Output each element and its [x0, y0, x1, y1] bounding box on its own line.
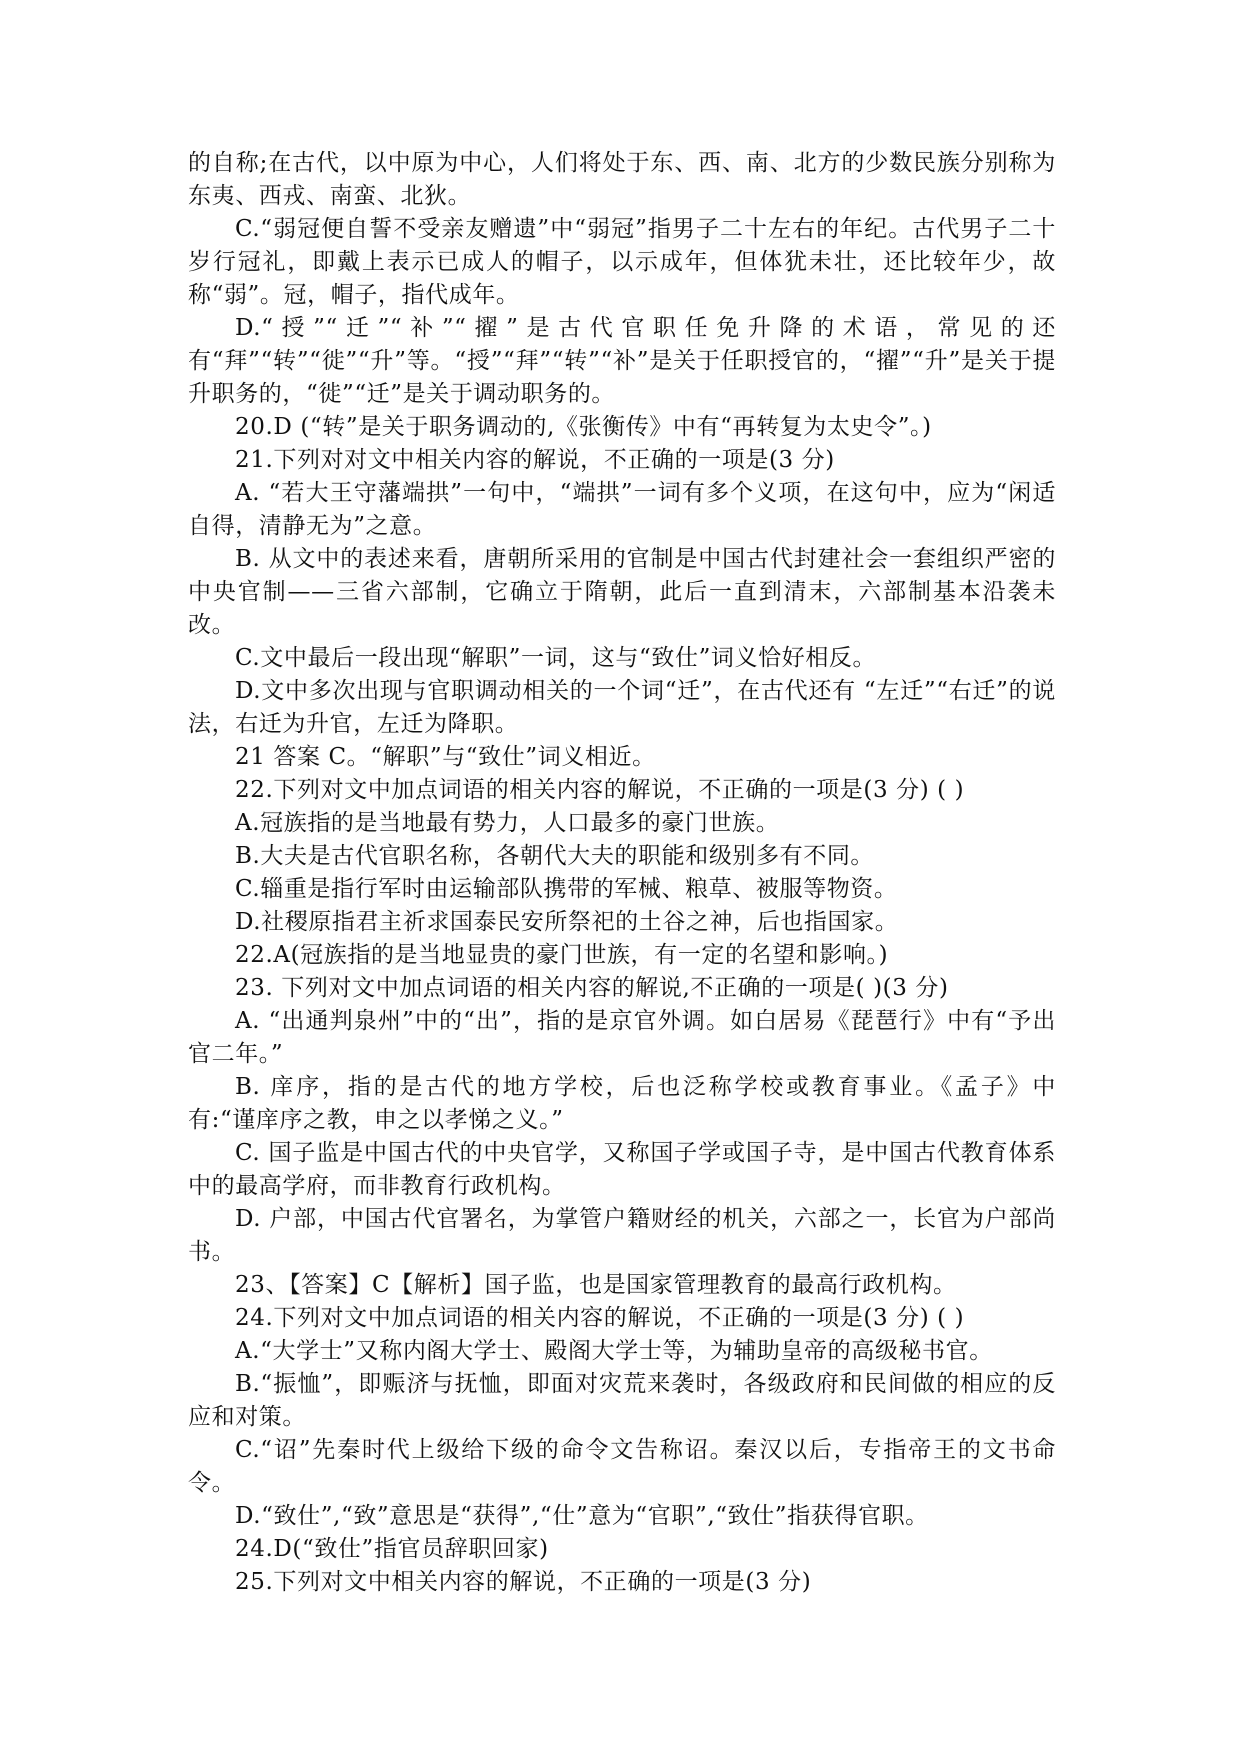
paragraph: C.文中最后一段出现“解职”一词，这与“致仕”词义恰好相反。	[235, 645, 877, 671]
paragraph: D. 户部，中国古代官署名，为掌管户籍财经的机关，六部之一，长官为户部尚书。	[188, 1206, 1056, 1265]
paragraph: 25.下列对文中相关内容的解说，不正确的一项是(3 分)	[235, 1569, 812, 1595]
paragraph: B.大夫是古代官职名称，各朝代大夫的职能和级别多有不同。	[235, 843, 875, 869]
paragraph: 24.D(“致仕”指官员辞职回家)	[235, 1536, 549, 1562]
paragraph: A. “若大王守藩端拱”一句中，“端拱”一词有多个义项，在这句中，应为“闲适自得，清静无为”之意。	[188, 480, 1056, 539]
paragraph: A.冠族指的是当地最有势力，人口最多的豪门世族。	[235, 810, 780, 836]
paragraph: B.“振恤”，即赈济与抚恤，即面对灾荒来袭时，各级政府和民间做的相应的反应和对策。	[188, 1371, 1056, 1430]
paragraph: C.“弱冠便自誓不受亲友赠遗”中“弱冠”指男子二十左右的年纪。古代男子二十岁行冠礼，即戴上表示已成人的帽子，以示成年，但体犹未壮，还比较年少，故称“弱”。冠，帽子，指代成年。	[188, 216, 1056, 308]
paragraph: B. 庠序，指的是古代的地方学校，后也泛称学校或教育事业。《孟子》中有:“谨庠序之教，申之以孝悌之义。”	[188, 1074, 1056, 1133]
paragraph: D.“授”“迁”“补”“擢”是古代官职任免升降的术语，常见的还有“拜”“转”“徙”“升”等。“授”“拜”“转”“补”是关于任职授官的，“擢”“升”是关于提升职务的，“徙”“迁”是关于调动职务的。	[188, 315, 1056, 407]
paragraph: D.社稷原指君主祈求国泰民安所祭祀的土谷之神，后也指国家。	[235, 909, 899, 935]
paragraph: C.辎重是指行军时由运输部队携带的军械、粮草、被服等物资。	[235, 876, 898, 902]
paragraph: B. 从文中的表述来看，唐朝所采用的官制是中国古代封建社会一套组织严密的中央官制——三省六部制，它确立于隋朝，此后一直到清末，六部制基本沿袭未改。	[188, 546, 1056, 638]
paragraph: 23、【答案】C【解析】国子监，也是国家管理教育的最高行政机构。	[235, 1272, 957, 1298]
paragraph: 22.A(冠族指的是当地显贵的豪门世族，有一定的名望和影响。)	[235, 942, 889, 968]
paragraph: C.“诏”先秦时代上级给下级的命令文告称诏。秦汉以后，专指帝王的文书命令。	[188, 1437, 1056, 1496]
paragraph: 20.D (“转”是关于职务调动的,《张衡传》中有“再转复为太史令”。)	[235, 414, 932, 440]
paragraph: 22.下列对文中加点词语的相关内容的解说，不正确的一项是(3 分) ( )	[235, 777, 965, 803]
paragraph: 21.下列对对文中相关内容的解说，不正确的一项是(3 分)	[235, 447, 835, 473]
paragraph: D.文中多次出现与官职调动相关的一个词“迁”，在古代还有 “左迁”“右迁”的说法，右迁为升官，左迁为降职。	[188, 678, 1056, 737]
paragraph: C. 国子监是中国古代的中央官学，又称国子学或国子寺，是中国古代教育体系中的最高学府，而非教育行政机构。	[188, 1140, 1056, 1199]
paragraph: 23. 下列对文中加点词语的相关内容的解说,不正确的一项是( )(3 分)	[235, 975, 949, 1001]
paragraph: D.“致仕”,“致”意思是“获得”,“仕”意为“官职”,“致仕”指获得官职。	[235, 1503, 929, 1529]
paragraph: 的自称;在古代，以中原为中心，人们将处于东、西、南、北方的少数民族分别称为东夷、西戎、南蛮、北狄。	[188, 150, 1056, 209]
paragraph: 24.下列对文中加点词语的相关内容的解说，不正确的一项是(3 分) ( )	[235, 1305, 965, 1331]
document-body	[188, 147, 1056, 1599]
paragraph: A.“大学士”又称内阁大学士、殿阁大学士等，为辅助皇帝的高级秘书官。	[235, 1338, 993, 1364]
paragraph: 21 答案 C。“解职”与“致仕”词义相近。	[235, 744, 656, 770]
paragraph: A. “出通判泉州”中的“出”，指的是京官外调。如白居易《琵琶行》中有“予出官二年。”	[188, 1008, 1056, 1067]
